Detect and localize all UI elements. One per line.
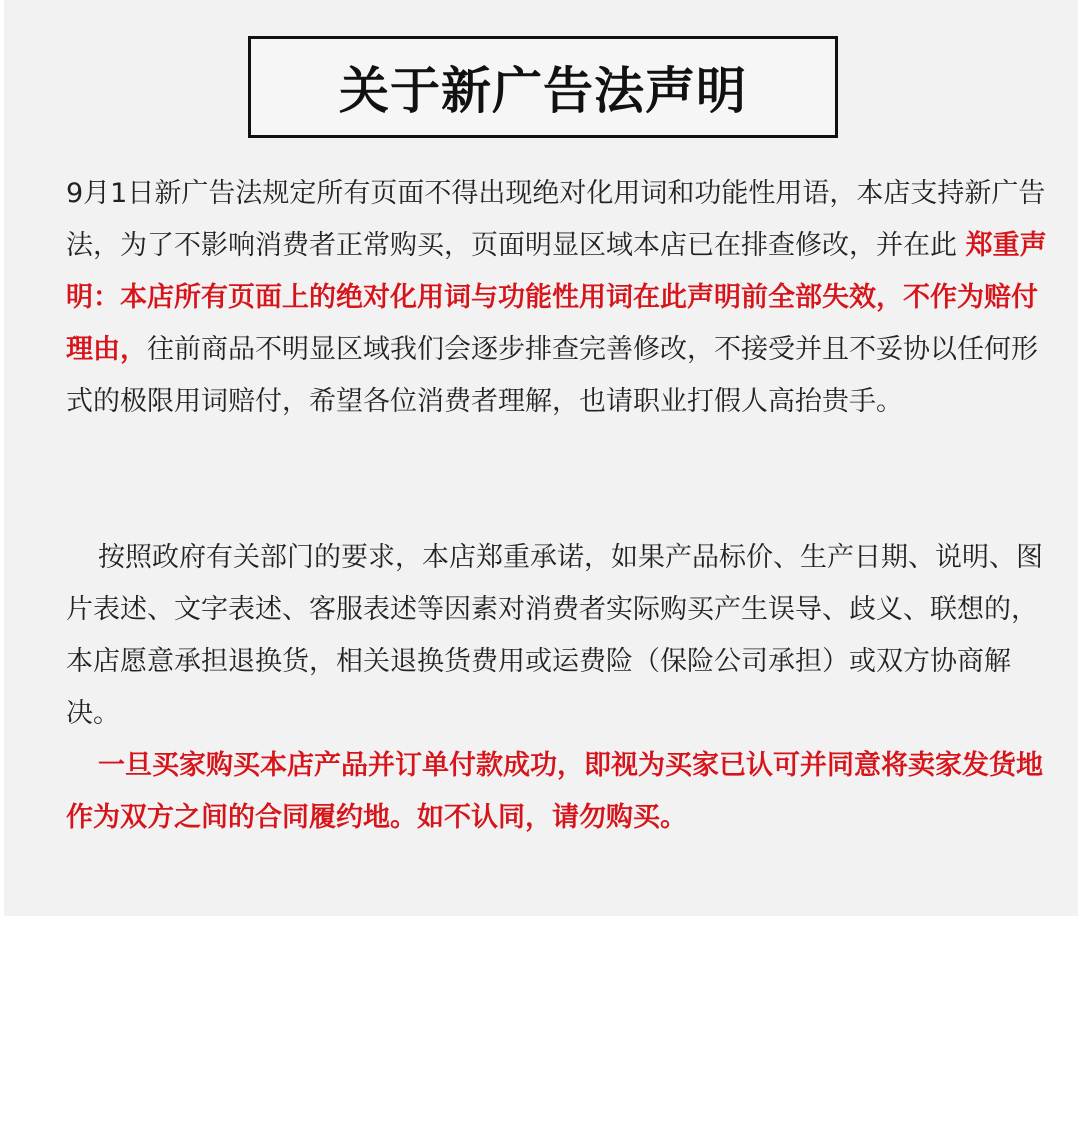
title-box (248, 36, 838, 138)
paragraph-contract-location (66, 740, 1048, 844)
paragraph-ad-law-rest: 往前商品不明显区域我们会逐步排查完善修改，不接受并且不妥协以任何形式的极限用词赔付，希望各位消费者理解，也请职业打假人高抬贵手。 (66, 334, 1038, 417)
page-title: 关于新广告法声明 (339, 62, 747, 120)
paragraph-ad-law (66, 168, 1048, 428)
paragraph-contract-text: 一旦买家购买本店产品并订单付款成功，即视为买家已认可并同意将卖家发货地作为双方之间的合同履约地。如不认同，请勿购买。 (66, 750, 1043, 833)
paragraph-commitment (66, 532, 1048, 740)
paragraph-ad-law-intro: 9月1日新广告法规定所有页面不得出现绝对化用词和功能性用语，本店支持新广告法，为了不影响消费者正常购买，页面明显区域本店已在排查修改，并在此 (66, 178, 1046, 261)
solemn-declaration-text: 郑重声明：本店所有页面上的绝对化用词与功能性用词在此声明前全部失效，不作为赔付理由， (66, 230, 1047, 365)
paragraph-commitment-text: 按照政府有关部门的要求，本店郑重承诺，如果产品标价、生产日期、说明、图片表述、文字表述、客服表述等因素对消费者实际购买产生误导、歧义、联想的，本店愿意承担退换货，相关退换货费用或运费险（保险公司承担）或双方协商解决。 (66, 542, 1043, 729)
